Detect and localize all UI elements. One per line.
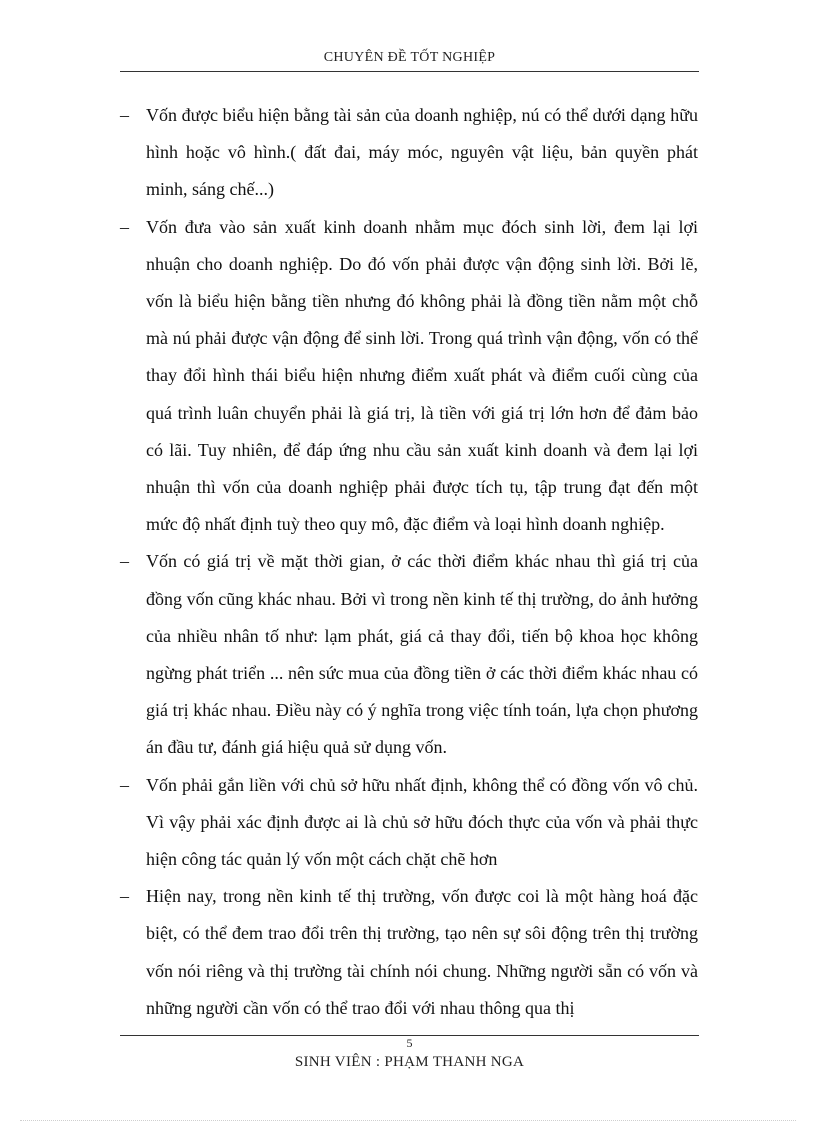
page-number: 5 xyxy=(406,1036,413,1050)
bullet-marker: – xyxy=(120,886,129,907)
bullet-item xyxy=(120,878,698,1027)
bullet-marker: – xyxy=(120,774,129,795)
document-body xyxy=(120,97,698,1027)
bullet-item xyxy=(120,209,698,544)
bullet-text: Vốn có giá trị về mặt thời gian, ở các thời điểm khác nhau thì giá trị của đồng vốn cũng khác nhau. Bởi vì trong nền kinh tế thị trường, do ảnh hưởng của nhiều nhân tố như: lạm phát, giá cả thay đổi, tiến bộ khoa học không ngừng phát triển ... nên sức mua của đồng tiền ở các thời điểm khác nhau có giá trị khác nhau. Điều này có ý nghĩa trong việc tính toán, lựa chọn phương án đầu tư, đánh giá hiệu quả sử dụng vốn. xyxy=(146,551,698,758)
bullet-marker: – xyxy=(120,551,129,572)
page-edge-divider xyxy=(20,1120,796,1121)
page-header: CHUYÊN ĐỀ TỐT NGHIỆP xyxy=(323,50,496,65)
bullet-text: Vốn đưa vào sản xuất kinh doanh nhằm mục đóch sinh lời, đem lại lợi nhuận cho doanh nghiệp. Do đó vốn phải được vận động sinh lời. Bởi lẽ, vốn là biểu hiện bằng tiền nhưng đó không phải là đồng tiền nằm một chỗ mà nú phải được vận động để sinh lời. Trong quá trình vận động, vốn có thể thay đổi hình thái biểu hiện nhưng điểm xuất phát và điểm cuối cùng của quá trình luân chuyển phải là giá trị, là tiền với giá trị lớn hơn để đảm bảo có lãi. Tuy nhiên, để đáp ứng nhu cầu sản xuất kinh doanh và đem lại lợi nhuận thì vốn của doanh nghiệp phải được tích tụ, tập trung đạt đến một mức độ nhất định tuỳ theo quy mô, đặc điểm và loại hình doanh nghiệp. xyxy=(146,216,698,535)
bullet-item xyxy=(120,97,698,209)
bullet-item xyxy=(120,543,698,766)
bullet-text: Vốn phải gắn liền với chủ sở hữu nhất định, không thể có đồng vốn vô chủ. Vì vậy phải xác định được ai là chủ sở hữu đóch thực của vốn và phải thực hiện công tác quản lý vốn một cách chặt chẽ hơn xyxy=(146,774,698,870)
bullet-marker: – xyxy=(120,105,129,125)
bullet-text: Hiện nay, trong nền kinh tế thị trường, vốn được coi là một hàng hoá đặc biệt, có thể đem trao đổi trên thị trường, tạo nên sự sôi động trên thị trường vốn nói riêng và thị trường tài chính nói chung. Những người sẵn có vốn và những người cần vốn có thể trao đổi với nhau thông qua thị xyxy=(146,886,698,1018)
header-divider xyxy=(120,71,699,72)
page-footer: SINH VIÊN : PHẠM THANH NGA xyxy=(294,1054,525,1070)
bullet-item xyxy=(120,767,698,879)
bullet-text: Vốn được biểu hiện bằng tài sản của doanh nghiệp, nú có thể dưới dạng hữu hình hoặc vô hình.( đất đai, máy móc, nguyên vật liệu, bản quyền phát minh, sáng chế...) xyxy=(146,105,698,200)
bullet-marker: – xyxy=(120,216,129,237)
